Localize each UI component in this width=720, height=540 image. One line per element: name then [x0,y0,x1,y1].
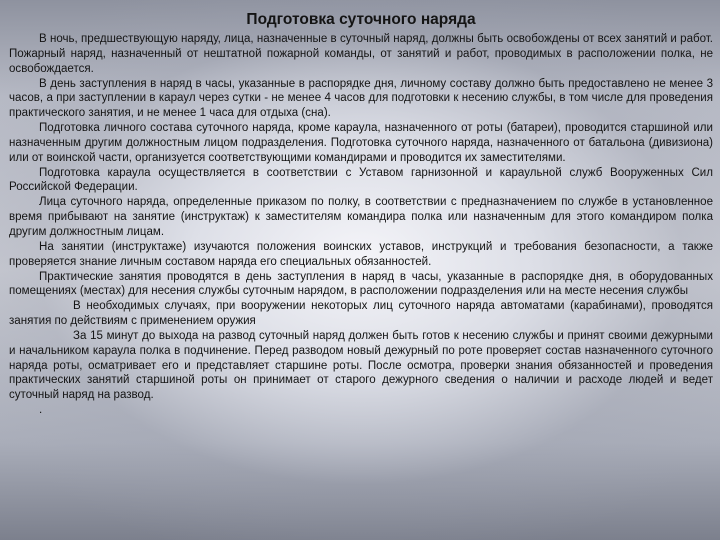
paragraph-before-parade: За 15 минут до выхода на развод суточный наряд должен быть готов к несению службы и принят своими дежурными и начальником караула полка в подчинение. Перед разводом новый дежурный по роте проверяет состав назначенного суточного наряда роты, осматривает его и представляет старшине роты. После осмотра, проверки знания обязанностей и проведения практических занятий старшиной роты он принимает от старого дежурного сведения о наличии и расходе людей и ведет суточный наряд на развод. [9,329,713,402]
slide-body [9,32,713,418]
paragraph-briefing-arrival: Лица суточного наряда, определенные приказом по полку, в соответствии с предназначением по службе в установленное время прибывают на занятие (инструктаж) к заместителям командира полка или назначенным для этого командиром полка другим должностным лицам. [9,196,713,238]
paragraph-preparation-time: В день заступления в наряд в часы, указанные в распорядке дня, личному составу должно быть предоставлено не менее 3 часов, а при заступлении в караул через сутки - не менее 4 часов для подготовки к несению службы, в том числе для проведения практического занятия, и не менее 1 часа для отдыха (сна). [9,77,713,120]
paragraph-night-before: В ночь, предшествующую наряду, лица, назначенные в суточный наряд, должны быть освобождены от всех занятий и работ. Пожарный наряд, назначенный от нештатной пожарной команды, от занятий и работ, проводимых в расположении полка, не освобождается. [9,33,713,75]
slide-title: Подготовка суточного наряда [246,11,476,28]
paragraph-guard-preparation: Подготовка караула осуществляется в соответствии с Уставом гарнизонной и караульной служб Вооруженных Сил Российской Федерации. [9,166,713,194]
paragraph-personnel-preparation: Подготовка личного состава суточного наряда, кроме караула, назначенного от роты (батареи), проводится старшиной или назначенным другим должностным лицом подразделения. Подготовка суточного наряда, назначенного от батальона (дивизиона) или от воинской части, организуется соответствующими командирами и проводится их заместителями. [9,122,713,164]
paragraph-practical-sessions: Практические занятия проводятся в день заступления в наряд в часы, указанные в распорядке дня, в оборудованных помещениях (местах) для несения службы суточным нарядом, в расположении подразделения или на месте несения службы [9,270,713,298]
trailing-mark: . [39,404,43,417]
paragraph-weapons-training: В необходимых случаях, при вооружении некоторых лиц суточного наряда автоматами (карабинами), проводятся занятия по действиям с применением оружия [9,300,713,328]
paragraph-briefing-content: На занятии (инструктаже) изучаются положения воинских уставов, инструкций и требования безопасности, а также проверяется знание личным составом наряда его специальных обязанностей. [9,240,713,268]
